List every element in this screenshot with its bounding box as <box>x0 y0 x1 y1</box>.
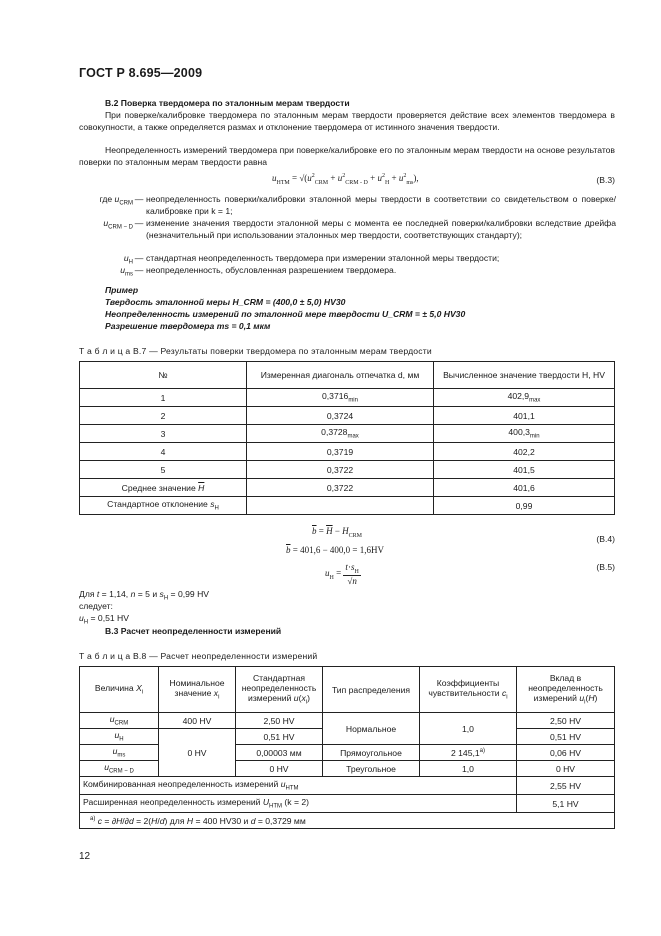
table-b8 <box>79 666 615 829</box>
cell: 401,5 <box>434 461 615 479</box>
cell: 1,0 <box>420 713 517 745</box>
cell: $u_{ms}$ <box>80 745 159 761</box>
equation-b5: $u_H$ = $\frac{t\cdot s_H}{√n}$ <box>325 562 359 586</box>
cell: 1 <box>80 389 247 407</box>
cell: 1,0 <box>420 761 517 777</box>
paragraph-1: При поверке/калибровке твердомера по эталонным мерам твердости проверяется действие всех элементов твердомера в совокупности, а также определяется размах и отклонение твердомера от истинного значения твердости. <box>79 110 615 132</box>
table-row <box>80 407 615 425</box>
equation-b5-number: (В.5) <box>596 562 615 572</box>
cell: $0,3728_{max}$ <box>247 425 434 443</box>
cell: Прямоугольное <box>323 745 420 761</box>
cell: Нормальное <box>323 713 420 745</box>
definition-text: изменение значения твердости эталонной меры с момента ее последней поверки/калибровки вследствие дрейфа (незначительный при использовании эталонных мер твердости, соответствующих стандарту); <box>146 218 616 240</box>
example-line-1: Твердость эталонной меры H_CRM = (400,0 ± 5,0) HV30 <box>105 297 346 307</box>
table-b7 <box>79 361 615 515</box>
table-header: № <box>80 362 247 389</box>
table-row <box>80 713 615 729</box>
cell: $402,9_{max}$ <box>434 389 615 407</box>
example-title: Пример <box>105 285 139 295</box>
table-row <box>80 443 615 461</box>
cell: 0 HV <box>517 761 615 777</box>
cell: 402,2 <box>434 443 615 461</box>
definition-row: $u_{CRM - D}$ — изменение значения твердости эталонной меры с момента ее последней поверки/калибровки вследствие дрейфа (незначительный при использовании эталонных мер твердости, соответствующих стандарту); <box>103 218 616 240</box>
cell: Расширенная неопределенность измерений $U_{HTM}$ (k = 2) <box>80 795 517 813</box>
definition-row: где $u_{CRM}$ — неопределенность поверки/калибровки эталонной меры твердости в соответствии со свидетельством о поверке/калибровке при k = 1; <box>99 194 616 216</box>
cell: 401,1 <box>434 407 615 425</box>
cell: 5 <box>80 461 247 479</box>
cell: Стандартное отклонение $s_H$ <box>80 497 247 515</box>
cell: 0,00003 мм <box>236 745 323 761</box>
table-header: Стандартная неопределенность измерений $u(x_i)$ <box>236 667 323 713</box>
example-line-2: Неопределенность измерений по эталонной мере твердости U_CRM = ± 5,0 HV30 <box>105 309 466 319</box>
cell: 400 HV <box>159 713 236 729</box>
cell: 5,1 HV <box>517 795 615 813</box>
cell: 0,06 HV <box>517 745 615 761</box>
table-row <box>80 425 615 443</box>
cell: 2 $145,1^{а)}$ <box>420 745 517 761</box>
cell: 2,50 HV <box>236 713 323 729</box>
table-row <box>80 461 615 479</box>
cell: 2 <box>80 407 247 425</box>
cell: 0 HV <box>236 761 323 777</box>
cell: 0,99 <box>434 497 615 515</box>
table-header: Коэффициенты чувствительности $c_i$ <box>420 667 517 713</box>
table-header: Тип распределения <box>323 667 420 713</box>
cell: Среднее значение $\overline{H}$ <box>80 479 247 497</box>
equation-b3-number: (В.3) <box>596 175 615 185</box>
cell: $u_{CRM - D}$ <box>80 761 159 777</box>
page-number: 12 <box>79 851 91 862</box>
table-row <box>80 497 615 515</box>
table-header: Вклад в неопределенность измерений $u_i(H)$ <box>517 667 615 713</box>
cell: $u_{CRM}$ <box>80 713 159 729</box>
equation-b3: $u_{НТМ} = √(u^2_{CRM} + u^2_{CRM - D} + u^2_H + u^2_{ms})$, <box>272 173 419 186</box>
cell: 0,51 HV <box>236 729 323 745</box>
cell: 0,3722 <box>247 461 434 479</box>
cell: 0,3724 <box>247 407 434 425</box>
table-b8-caption: Т а б л и ц а В.8 — Расчет неопределенности измерений <box>79 651 318 661</box>
cell: Треугольное <box>323 761 420 777</box>
equation-b4-number: (В.4) <box>596 534 615 544</box>
calc-line-1: Для t = 1,14, n = 5 и $s_H = 0,99$ HV <box>79 589 210 602</box>
table-header: Номинальное значение $x_i$ <box>159 667 236 713</box>
table-b7-caption: Т а б л и ц а В.7 — Результаты поверки твердомера по эталонным мерам твердости <box>79 346 432 356</box>
section-b3-title: В.3 Расчет неопределенности измерений <box>105 626 282 636</box>
cell: $u_H$ <box>80 729 159 745</box>
table-row <box>80 795 615 813</box>
calc-line-3: $u_H = 0,51$ HV <box>79 613 129 626</box>
cell <box>247 497 434 515</box>
equation-b4: $\overline{b} = \overline{H} - H_{CRM}$ <box>312 526 362 539</box>
paragraph-2: Неопределенность измерений твердомера при поверке/калибровке его по эталонным мерам твердости на основе результатов поверки по эталонным мерам твердости равна <box>79 145 615 167</box>
calc-line-2: следует: <box>79 601 113 611</box>
table-header: Вычисленное значение твердости H, HV <box>434 362 615 389</box>
cell: 3 <box>80 425 247 443</box>
table-row <box>80 479 615 497</box>
cell: 0 HV <box>159 729 236 777</box>
cell: 2,50 HV <box>517 713 615 729</box>
definition-text: неопределенность, обусловленная разрешением твердомера. <box>146 265 397 275</box>
table-row <box>80 777 615 795</box>
definition-row: $u_H$ — стандартная неопределенность твердомера при измерении эталонной меры твердости; <box>79 253 615 270</box>
document-header: ГОСТ Р 8.695—2009 <box>79 66 203 80</box>
cell: 2,55 HV <box>517 777 615 795</box>
table-row <box>80 389 615 407</box>
cell: 401,6 <box>434 479 615 497</box>
cell: Комбинированная неопределенность измерений $u_{HTM}$ <box>80 777 517 795</box>
equation-b4-value: $\overline{b} = 401,6 - 400,0 = 1,6HV$ <box>286 545 384 555</box>
cell: 4 <box>80 443 247 461</box>
definition-row: $u_{ms}$ — неопределенность, обусловленная разрешением твердомера. <box>79 265 615 282</box>
cell: 0,51 HV <box>517 729 615 745</box>
definition-text: стандартная неопределенность твердомера при измерении эталонной меры твердости; <box>146 253 500 263</box>
example-line-3: Разрешение твердомера ms = 0,1 мкм <box>105 321 271 331</box>
cell: $400,3_{min}$ <box>434 425 615 443</box>
table-row <box>80 813 615 829</box>
table-header: Измеренная диагональ отпечатка d, мм <box>247 362 434 389</box>
cell: 0,3719 <box>247 443 434 461</box>
cell: $0,3716_{min}$ <box>247 389 434 407</box>
table-footnote: $^{а)}$ c = ∂H/∂d = 2(H/d) для H = 400 HV30 и d = 0,3729 мм <box>80 813 615 829</box>
table-header: Величина $X_i$ <box>80 667 159 713</box>
definition-text: неопределенность поверки/калибровки эталонной меры твердости в соответствии со свидетельством о поверке/калибровке при k = 1; <box>146 194 616 216</box>
section-b2-title: В.2 Поверка твердомера по эталонным мерам твердости <box>105 98 350 108</box>
cell: 0,3722 <box>247 479 434 497</box>
